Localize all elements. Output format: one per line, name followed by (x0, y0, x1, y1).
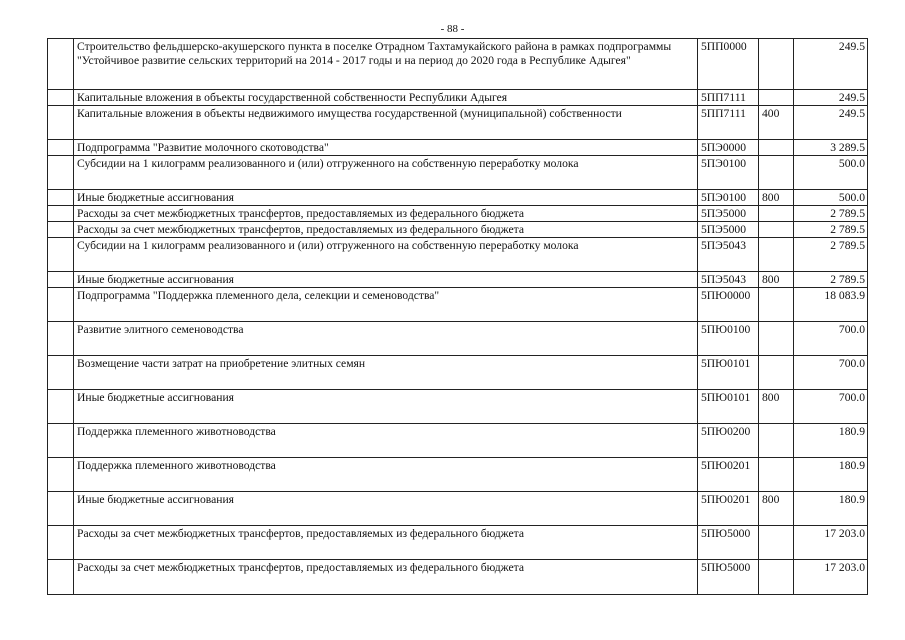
table-row (48, 90, 868, 106)
row-name: Расходы за счет межбюджетных трансфертов, предоставляемых из федерального бюджета (74, 526, 698, 560)
row-amount: 2 789.5 (794, 222, 868, 238)
row-amount: 17 203.0 (794, 560, 868, 595)
row-amount: 3 289.5 (794, 140, 868, 156)
row-amount: 500.0 (794, 190, 868, 206)
row-amount: 700.0 (794, 390, 868, 424)
row-amount: 2 789.5 (794, 206, 868, 222)
row-name: Капитальные вложения в объекты государственной собственности Республики Адыгея (74, 90, 698, 106)
blank-cell (48, 156, 74, 190)
row-amount: 2 789.5 (794, 272, 868, 288)
row-code: 5ПЭ5043 (698, 272, 759, 288)
table-row (48, 39, 868, 90)
table-row (48, 390, 868, 424)
row-name: Расходы за счет межбюджетных трансфертов, предоставляемых из федерального бюджета (74, 560, 698, 595)
row-name: Развитие элитного семеноводства (74, 322, 698, 356)
row-name: Расходы за счет межбюджетных трансфертов, предоставляемых из федерального бюджета (74, 222, 698, 238)
blank-cell (48, 492, 74, 526)
blank-cell (48, 526, 74, 560)
row-code: 5ПЭ5043 (698, 238, 759, 272)
blank-cell (48, 390, 74, 424)
row-amount: 180.9 (794, 492, 868, 526)
row-expense-type (759, 288, 794, 322)
row-expense-type (759, 206, 794, 222)
blank-cell (48, 288, 74, 322)
row-expense-type: 800 (759, 390, 794, 424)
row-name: Субсидии на 1 килограмм реализованного и (или) отгруженного на собственную переработку молока (74, 238, 698, 272)
row-code: 5ПЮ0100 (698, 322, 759, 356)
row-name: Иные бюджетные ассигнования (74, 272, 698, 288)
row-code: 5ПЭ5000 (698, 206, 759, 222)
table-row (48, 356, 868, 390)
blank-cell (48, 140, 74, 156)
row-name: Возмещение части затрат на приобретение элитных семян (74, 356, 698, 390)
table-row (48, 156, 868, 190)
row-amount: 17 203.0 (794, 526, 868, 560)
row-code: 5ПЭ0100 (698, 156, 759, 190)
table-row (48, 190, 868, 206)
row-name: Иные бюджетные ассигнования (74, 492, 698, 526)
row-code: 5ПЮ5000 (698, 560, 759, 595)
blank-cell (48, 190, 74, 206)
row-amount: 700.0 (794, 322, 868, 356)
blank-cell (48, 39, 74, 90)
row-expense-type: 400 (759, 106, 794, 140)
blank-cell (48, 458, 74, 492)
blank-cell (48, 106, 74, 140)
row-amount: 249.5 (794, 90, 868, 106)
row-name: Иные бюджетные ассигнования (74, 390, 698, 424)
table-row (48, 322, 868, 356)
table-row (48, 238, 868, 272)
row-name: Капитальные вложения в объекты недвижимого имущества государственной (муниципальной) собственности (74, 106, 698, 140)
row-expense-type: 800 (759, 492, 794, 526)
row-expense-type (759, 356, 794, 390)
row-amount: 2 789.5 (794, 238, 868, 272)
row-expense-type: 800 (759, 190, 794, 206)
blank-cell (48, 424, 74, 458)
row-expense-type (759, 238, 794, 272)
row-name: Строительство фельдшерско-акушерского пункта в поселке Отрадном Тахтамукайского района в рамках подпрограммы "Устойчивое развитие сельских территорий на 2014 - 2017 годы и на период до 2020 года в Республике Адыгея" (74, 39, 698, 90)
row-expense-type (759, 458, 794, 492)
blank-cell (48, 356, 74, 390)
row-code: 5ПП0000 (698, 39, 759, 90)
row-code: 5ПЮ0200 (698, 424, 759, 458)
row-code: 5ПЮ5000 (698, 526, 759, 560)
blank-cell (48, 238, 74, 272)
row-expense-type: 800 (759, 272, 794, 288)
table-row (48, 458, 868, 492)
row-expense-type (759, 222, 794, 238)
row-expense-type (759, 526, 794, 560)
blank-cell (48, 90, 74, 106)
row-amount: 18 083.9 (794, 288, 868, 322)
row-amount: 249.5 (794, 106, 868, 140)
table-row (48, 140, 868, 156)
table-row (48, 424, 868, 458)
row-code: 5ПЮ0201 (698, 458, 759, 492)
row-name: Подпрограмма "Поддержка племенного дела, селекции и семеноводства" (74, 288, 698, 322)
row-code: 5ПЭ0000 (698, 140, 759, 156)
row-name: Поддержка племенного животноводства (74, 458, 698, 492)
budget-table (47, 38, 868, 595)
row-expense-type (759, 39, 794, 90)
row-amount: 249.5 (794, 39, 868, 90)
blank-cell (48, 272, 74, 288)
table-row (48, 222, 868, 238)
table-row (48, 560, 868, 595)
page-number: - 88 - (440, 23, 465, 35)
row-name: Расходы за счет межбюджетных трансфертов, предоставляемых из федерального бюджета (74, 206, 698, 222)
row-code: 5ПЮ0000 (698, 288, 759, 322)
blank-cell (48, 206, 74, 222)
blank-cell (48, 560, 74, 595)
row-expense-type (759, 90, 794, 106)
table-row (48, 206, 868, 222)
table-row (48, 526, 868, 560)
table-row (48, 492, 868, 526)
table-row (48, 272, 868, 288)
row-name: Иные бюджетные ассигнования (74, 190, 698, 206)
row-name: Субсидии на 1 килограмм реализованного и (или) отгруженного на собственную переработку молока (74, 156, 698, 190)
row-expense-type (759, 322, 794, 356)
row-code: 5ПП7111 (698, 90, 759, 106)
row-name: Подпрограмма "Развитие молочного скотоводства" (74, 140, 698, 156)
blank-cell (48, 322, 74, 356)
row-expense-type (759, 560, 794, 595)
row-amount: 700.0 (794, 356, 868, 390)
row-expense-type (759, 424, 794, 458)
row-code: 5ПЭ5000 (698, 222, 759, 238)
table-row (48, 106, 868, 140)
row-code: 5ПП7111 (698, 106, 759, 140)
row-amount: 180.9 (794, 424, 868, 458)
budget-table-body (48, 39, 868, 595)
row-code: 5ПЭ0100 (698, 190, 759, 206)
row-amount: 500.0 (794, 156, 868, 190)
row-amount: 180.9 (794, 458, 868, 492)
row-expense-type (759, 140, 794, 156)
row-code: 5ПЮ0201 (698, 492, 759, 526)
blank-cell (48, 222, 74, 238)
row-expense-type (759, 156, 794, 190)
row-code: 5ПЮ0101 (698, 356, 759, 390)
row-name: Поддержка племенного животноводства (74, 424, 698, 458)
row-code: 5ПЮ0101 (698, 390, 759, 424)
table-row (48, 288, 868, 322)
